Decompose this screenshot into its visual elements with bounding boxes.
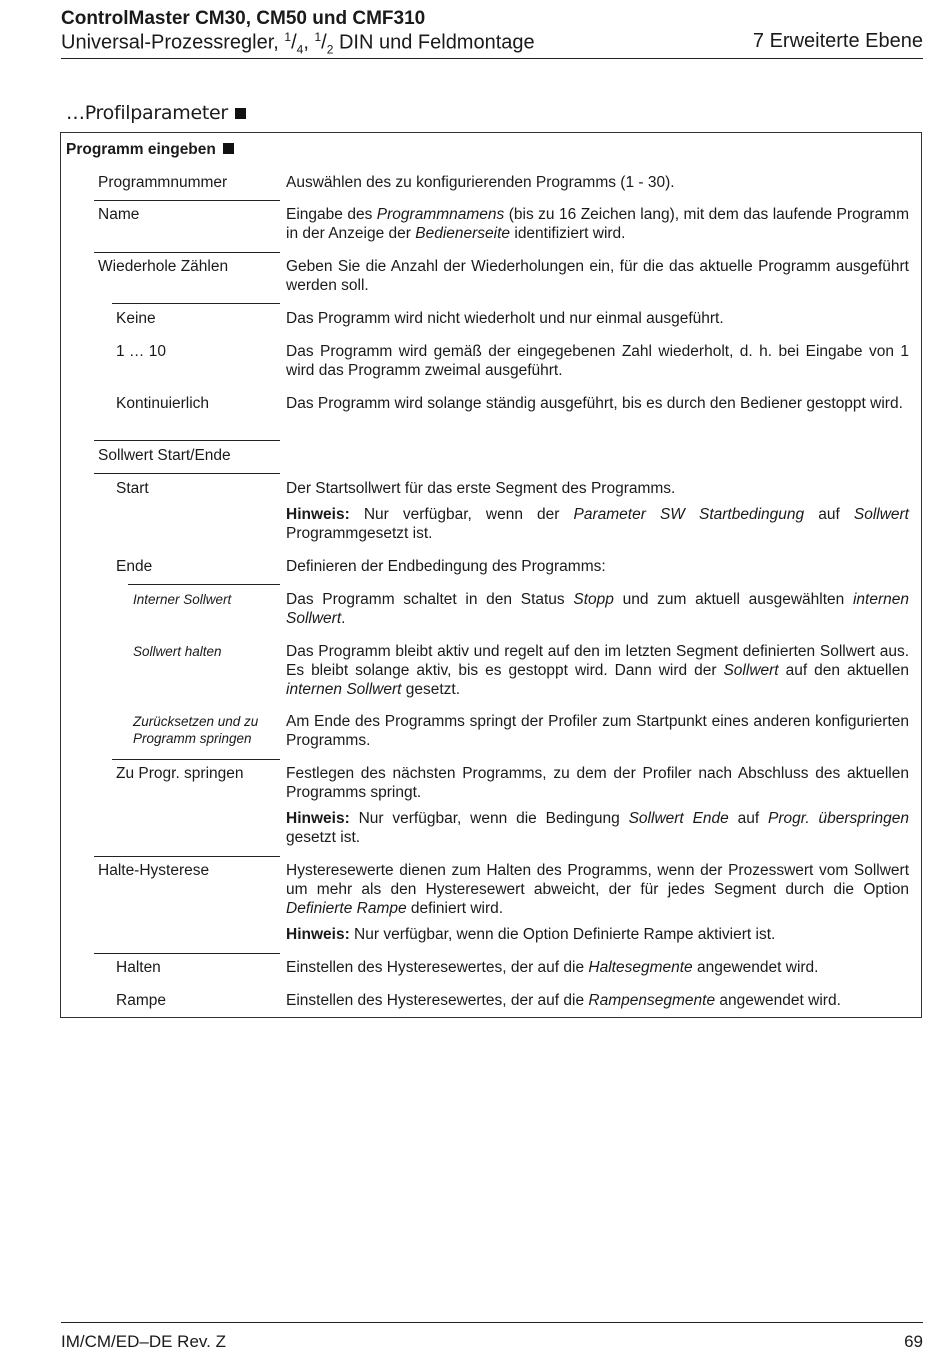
label-sollwert-halten: Sollwert halten: [133, 644, 222, 659]
note-halte-hysterese: [286, 925, 909, 944]
label-zuruecksetzen: [133, 713, 258, 747]
desc-text: Das Programm schaltet in den Status: [286, 591, 574, 608]
desc-interner-sollwert: [286, 590, 909, 628]
desc-zuruecksetzen: Am Ende des Programms springt der Profiler zum Startpunkt eines anderen konfigurierten Programms.: [286, 713, 909, 749]
desc-emphasis: Stopp: [573, 591, 614, 608]
desc-emphasis: Bedienerseite: [415, 225, 511, 242]
desc-kontinuierlich: Das Programm wird solange ständig ausgeführt, bis es durch den Bediener gestoppt wird.: [286, 395, 903, 412]
label-start: Start: [116, 480, 149, 497]
label-ende: Ende: [116, 558, 153, 575]
label-sollwert-start-ende: Sollwert Start/Ende: [98, 447, 231, 464]
desc-text: und zum aktuell ausgewählten: [613, 591, 853, 608]
label-wiederhole-zaehlen: Wiederhole Zählen: [98, 258, 229, 275]
desc-text: identifiziert wird.: [510, 225, 626, 242]
desc-text: gesetzt.: [401, 681, 461, 698]
desc-zu-progr-springen: Festlegen des nächsten Programms, zu dem der Profiler nach Abschluss des aktuellen Programms springt.: [286, 765, 909, 801]
desc-text: Eingabe des: [286, 206, 377, 223]
note-text: auf: [728, 810, 769, 827]
divider: [128, 584, 280, 585]
label-halte-hysterese: Halte-Hysterese: [98, 862, 210, 879]
desc-halte-hysterese: [286, 861, 909, 918]
subtitle-text: Universal-Prozessregler,: [61, 31, 285, 54]
desc-text: Hysteresewerte dienen zum Halten des Programms, wenn der Prozesswert vom Sollwert um mehr als den Hysteresewert abweicht, der für jedes Segment durch die Option: [286, 862, 909, 898]
note-emphasis: Sollwert: [853, 506, 909, 523]
desc-sollwert-halten: [286, 642, 909, 699]
note-text: gesetzt ist.: [286, 829, 361, 846]
label-kontinuierlich: Kontinuierlich: [116, 395, 210, 412]
desc-name: [286, 205, 909, 243]
desc-wiederhole-zaehlen: Geben Sie die Anzahl der Wiederholungen ein, für die das aktuelle Programm ausgeführt werden soll.: [286, 258, 909, 294]
page-header: [61, 6, 923, 59]
label-line: Zurücksetzen und zu: [133, 714, 259, 729]
divider: [112, 303, 280, 304]
fraction-numerator: 1: [284, 30, 292, 44]
note-emphasis: Sollwert Ende: [628, 810, 729, 827]
label-line: Programm springen: [133, 731, 252, 746]
black-square-icon: [235, 108, 246, 119]
divider: [94, 252, 280, 253]
desc-keine: Das Programm wird nicht wiederholt und nur einmal ausgeführt.: [286, 310, 724, 327]
label-name: Name: [98, 206, 140, 223]
page-number: 69: [904, 1332, 923, 1351]
fraction-numerator: 1: [314, 30, 322, 44]
label-zu-progr-springen: Zu Progr. springen: [116, 765, 244, 782]
desc-text: (bis zu 16 Zeichen lang), mit dem das laufende Programm in der Anzeige der: [286, 206, 909, 242]
note-start: [286, 505, 909, 543]
note-label: Hinweis:: [286, 810, 350, 827]
document-subtitle: Universal-Prozessregler, $^1/_4$, $^1/_2$ DIN und Feldmontage: [61, 30, 535, 57]
desc-emphasis: Haltesegmente: [588, 959, 693, 976]
label-eins-zehn: 1 … 10: [116, 343, 166, 360]
divider: [94, 473, 280, 474]
divider: [94, 440, 280, 441]
note-emphasis: Progr. überspringen: [768, 810, 909, 827]
note-emphasis: Parameter SW Startbedingung: [573, 506, 805, 523]
note-text: Nur verfügbar, wenn die Option Definierte Rampe aktiviert ist.: [349, 926, 776, 943]
desc-text: Einstellen des Hysteresewertes, der auf die: [286, 959, 589, 976]
section-title-text: …Profilparameter: [66, 102, 228, 124]
box-title: [66, 140, 234, 159]
desc-emphasis: Rampensegmente: [588, 992, 716, 1009]
desc-emphasis: internen Sollwert: [286, 591, 909, 627]
desc-programmnummer: Auswählen des zu konfigurierenden Programms (1 - 30).: [286, 174, 675, 191]
desc-start: Der Startsollwert für das erste Segment des Programms.: [286, 480, 676, 497]
desc-text: definiert wird.: [406, 900, 504, 917]
document-id: IM/CM/ED–DE Rev. Z: [61, 1332, 226, 1351]
label-interner-sollwert: Interner Sollwert: [133, 592, 232, 607]
desc-rampe: [286, 991, 909, 1010]
chapter-title: 7 Erweiterte Ebene: [752, 30, 923, 52]
label-keine: Keine: [116, 310, 156, 327]
divider: [94, 953, 280, 954]
desc-text: auf den aktuellen: [778, 662, 909, 679]
fraction-denominator: 2: [326, 42, 334, 57]
label-programmnummer: Programmnummer: [98, 174, 228, 191]
desc-text: angewendet wird.: [715, 992, 841, 1009]
fraction-denominator: 4: [296, 42, 304, 57]
box-title-text: Programm eingeben: [66, 141, 216, 158]
desc-eins-zehn: Das Programm wird gemäß der eingegebenen Zahl wiederholt, d. h. bei Eingabe von 1 wird das Programm zweimal ausgeführt.: [286, 343, 909, 379]
label-rampe: Rampe: [116, 992, 166, 1009]
divider: [94, 200, 280, 201]
divider: [94, 856, 280, 857]
note-label: Hinweis:: [286, 506, 350, 523]
document-title: ControlMaster CM30, CM50 und CMF310: [61, 8, 426, 29]
desc-text: Das Programm bleibt aktiv und regelt auf den im letzten Segment definierten Sollwert aus. Es bleibt solange aktiv, bis es gestoppt wird. Dann wird der: [286, 643, 909, 679]
desc-halten: [286, 958, 909, 977]
note-text: Programmgesetzt ist.: [286, 525, 433, 542]
desc-emphasis: internen Sollwert: [286, 681, 402, 698]
black-square-icon: [223, 143, 234, 154]
desc-text: Einstellen des Hysteresewertes, der auf die: [286, 992, 589, 1009]
page-footer: [61, 1322, 923, 1351]
divider: [112, 759, 280, 760]
subtitle-text: DIN und Feldmontage: [333, 31, 535, 54]
desc-emphasis: Definierte Rampe: [286, 900, 407, 917]
desc-ende: Definieren der Endbedingung des Programms:: [286, 558, 606, 575]
section-title: [66, 102, 246, 124]
note-text: auf: [804, 506, 854, 523]
desc-text: angewendet wird.: [692, 959, 819, 976]
note-zu-progr-springen: [286, 809, 909, 847]
note-label: Hinweis:: [286, 926, 350, 943]
note-text: Nur verfügbar, wenn der: [349, 506, 574, 523]
desc-text: .: [341, 610, 346, 627]
desc-emphasis: Programmnamens: [376, 206, 505, 223]
desc-emphasis: Sollwert: [723, 662, 779, 679]
label-halten: Halten: [116, 959, 161, 976]
note-text: Nur verfügbar, wenn die Bedingung: [349, 810, 629, 827]
